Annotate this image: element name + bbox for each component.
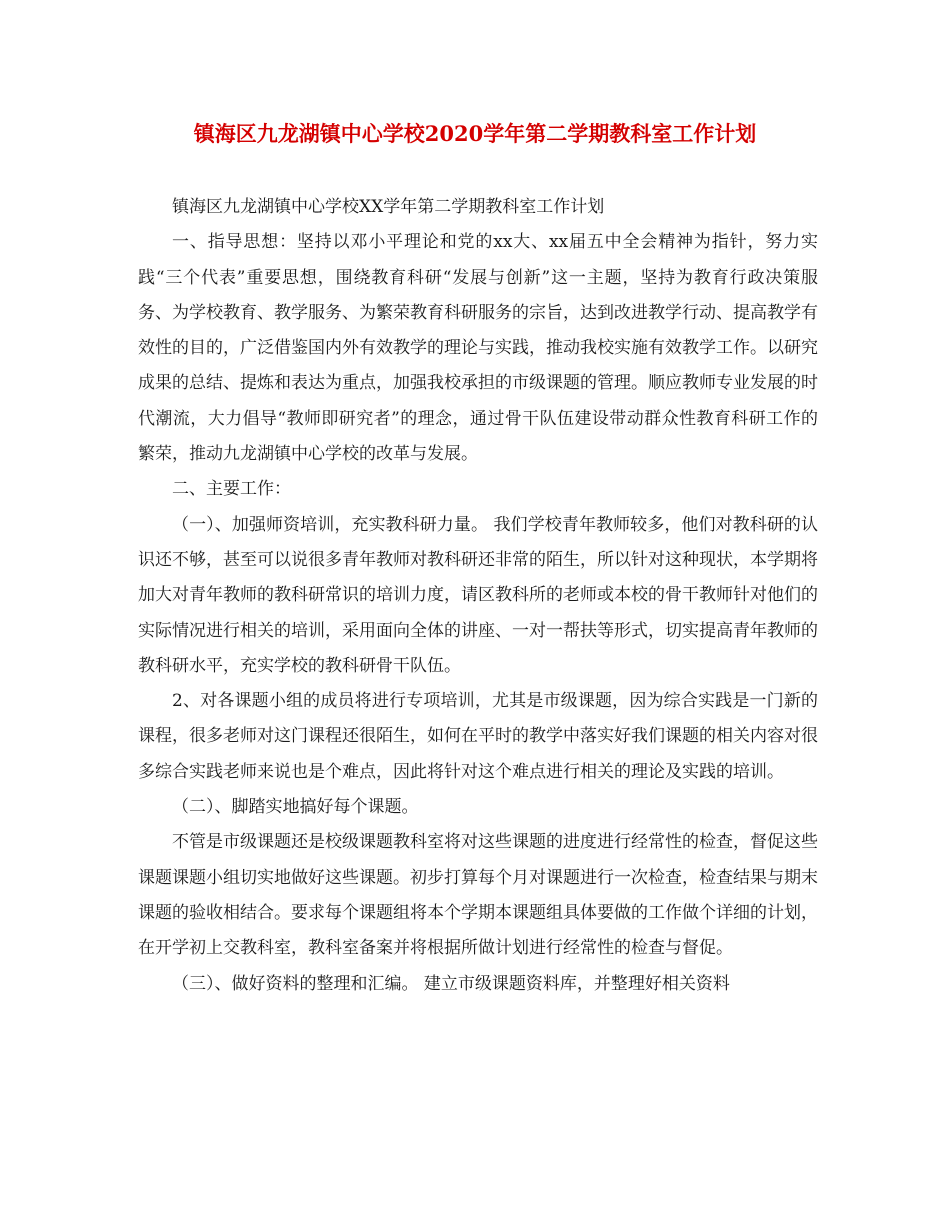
section-three-paragraph: （三）、做好资料的整理和汇编。 建立市级课题资料库，并整理好相关资料 (172, 973, 730, 994)
section-one-paragraph: （一）、加强师资培训，充实教科研力量。 我们学校青年教师较多，他们对教科研的认识还不够，甚至可以说很多青年教师对教科研还非常的陌生，所以针对这种现状，本学期将加大对青年教师的教科研常识的培训力度，请区教科所的老师或本校的骨干教师针对他们的实际情况进行相关的培训，采用面向全体的讲座、一对一帮扶等形式，切实提高青年教师的教科研水平，充实学校的教科研骨干队伍。 (138, 514, 818, 676)
document-body (138, 190, 818, 1002)
section-two-heading: （二）、脚踏实地搞好每个课题。 (172, 797, 419, 818)
project-check-paragraph: 不管是市级课题还是校级课题教科室将对这些课题的进度进行经常性的检查，督促这些课题课题小组切实地做好这些课题。初步打算每个月对课题进行一次检查，检查结果与期末课题的验收相结合。要求每个课题组将本个学期本课题组具体要做的工作做个详细的计划，在开学初上交教科室，教科室备案并将根据所做计划进行经常性的检查与督促。 (138, 832, 818, 959)
main-work-heading: 二、主要工作： (172, 479, 291, 500)
subtitle-paragraph: 镇海区九龙湖镇中心学校XX学年第二学期教科室工作计划 (172, 197, 605, 217)
guiding-thought-paragraph: 一、指导思想：坚持以邓小平理论和党的xx大、xx届五中全会精神为指针，努力实践“三个代表”重要思想，围绕教育科研“发展与创新”这一主题，坚持为教育行政决策服务、为学校教育、教学服务、为繁荣教育科研服务的宗旨，达到改进教学行动、提高教学有效性的目的，广泛借鉴国内外有效教学的理论与实践，推动我校实施有效教学工作。以研究成果的总结、提炼和表达为重点，加强我校承担的市级课题的管理。顺应教师专业发展的时代潮流，大力倡导“教师即研究者”的理念，通过骨干队伍建设带动群众性教育科研工作的繁荣，推动九龙湖镇中心学校的改革与发展。 (138, 232, 818, 465)
training-paragraph: 2、对各课题小组的成员将进行专项培训，尤其是市级课题，因为综合实践是一门新的课程，很多老师对这门课程还很陌生，如何在平时的教学中落实好我们课题的相关内容对很多综合实践老师来说也是个难点，因此将针对这个难点进行相关的理论及实践的培训。 (138, 691, 818, 782)
document-title: 镇海区九龙湖镇中心学校2020学年第二学期教科室工作计划 (193, 121, 757, 146)
